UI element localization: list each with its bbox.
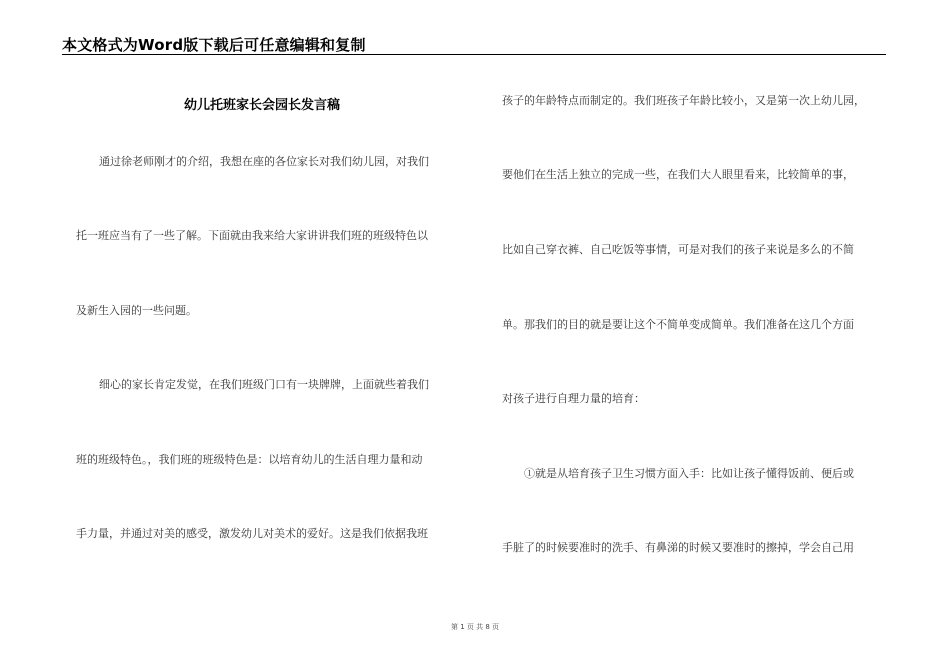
paragraph-line: 及新生入园的一些问题。 <box>76 304 197 317</box>
paragraph-line: 要他们在生活上独立的完成一些，在我们大人眼里看来，比较简单的事， <box>502 168 854 181</box>
document-title: 幼儿托班家长会园长发言稿 <box>183 98 340 113</box>
paragraph-line: 班的班级特色。，我们班的班级特色是：以培育幼儿的生活自理力量和动 <box>76 453 423 466</box>
page-indicator: 第 1 页 共 8 页 <box>450 623 500 631</box>
paragraph-line: 通过徐老师刚才的介绍，我想在座的各位家长对我们幼儿园，对我们 <box>99 155 429 168</box>
header-rule <box>62 54 886 55</box>
paragraph-line: 手脏了的时候要准时的洗手、有鼻涕的时候又要准时的擦掉，学会自己用 <box>502 541 854 554</box>
paragraph-line: 单。那我们的目的就是要让这个不简单变成简单。我们准备在这几个方面 <box>502 318 854 331</box>
paragraph-line: 孩子的年龄特点而制定的。我们班孩子年龄比较小，又是第一次上幼儿园， <box>502 94 865 107</box>
paragraph-line: 手力量，并通过对美的感受，激发幼儿对美术的爱好。这是我们依据我班 <box>76 527 428 540</box>
paragraph-line: 细心的家长肯定发觉，在我们班级门口有一块牌牌，上面就些着我们 <box>99 378 429 391</box>
paragraph-line: ①就是从培育孩子卫生习惯方面入手：比如让孩子懂得饭前、便后或 <box>524 467 854 480</box>
paragraph-line: 托一班应当有了一些了解。下面就由我来给大家讲讲我们班的班级特色以 <box>76 229 428 242</box>
paragraph-line: 对孩子进行自理力量的培育： <box>502 392 645 405</box>
header-title: 本文格式为Word版下载后可任意编辑和复制 <box>62 36 366 54</box>
paragraph-line: 比如自己穿衣裤、自己吃饭等事情，可是对我们的孩子来说是多么的不简 <box>502 243 854 256</box>
